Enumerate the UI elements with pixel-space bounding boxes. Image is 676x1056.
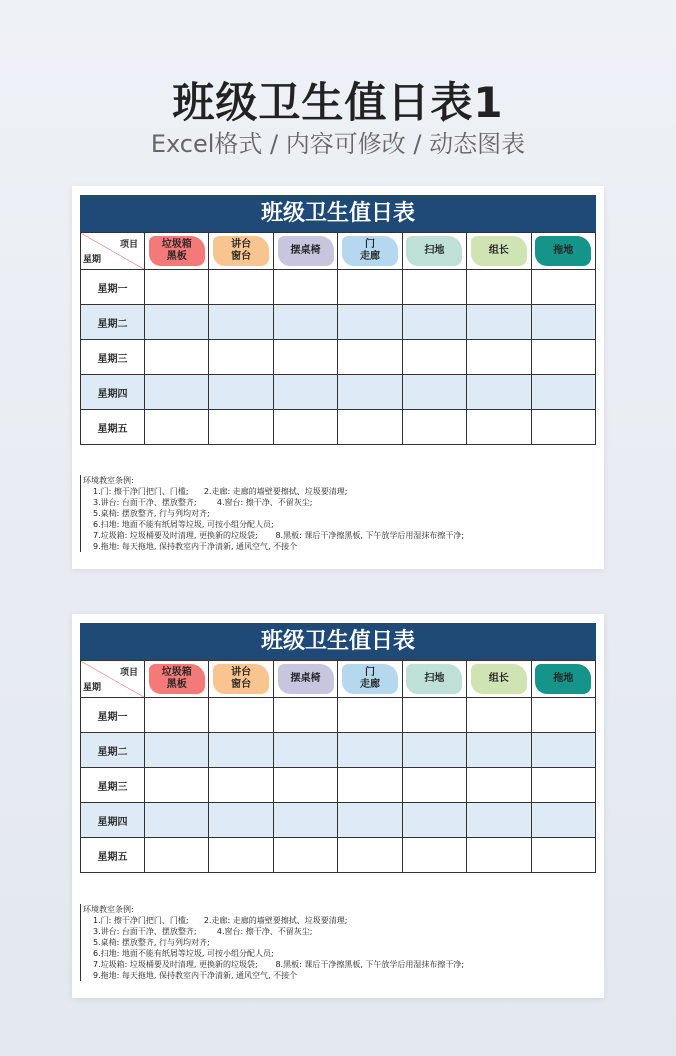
duty-cell[interactable] [273, 410, 337, 445]
duty-cell[interactable] [145, 305, 209, 340]
duty-cell[interactable] [209, 305, 273, 340]
duty-cell[interactable] [273, 733, 337, 768]
duty-cell[interactable] [531, 270, 595, 305]
corner-item-label: 项目 [119, 668, 138, 678]
duty-cell[interactable] [338, 733, 402, 768]
column-header [273, 661, 337, 698]
duty-cell[interactable] [273, 698, 337, 733]
column-header-label: 摆桌椅 [278, 236, 334, 266]
duty-cell[interactable] [402, 375, 466, 410]
column-header [402, 233, 466, 270]
duty-table [80, 660, 596, 873]
duty-cell[interactable] [273, 340, 337, 375]
column-header [402, 661, 466, 698]
column-header [145, 661, 209, 698]
table-row [81, 375, 596, 410]
column-header-label: 门 走廊 [342, 664, 398, 694]
duty-cell[interactable] [338, 270, 402, 305]
duty-cell[interactable] [145, 838, 209, 873]
column-header [145, 233, 209, 270]
duty-cell[interactable] [145, 768, 209, 803]
day-label: 星期一 [81, 270, 145, 305]
column-header [209, 661, 273, 698]
duty-cell[interactable] [273, 270, 337, 305]
table-row [81, 803, 596, 838]
column-header [467, 661, 531, 698]
duty-cell[interactable] [273, 768, 337, 803]
duty-cell[interactable] [467, 838, 531, 873]
column-header-label: 垃圾箱 黑板 [149, 236, 205, 266]
duty-cell[interactable] [145, 270, 209, 305]
duty-cell[interactable] [145, 698, 209, 733]
duty-cell[interactable] [338, 698, 402, 733]
day-label: 星期五 [81, 838, 145, 873]
column-header-label: 组长 [471, 236, 527, 266]
duty-cell[interactable] [273, 803, 337, 838]
notes-line: 5.桌椅: 摆放整齐, 行与列均对齐; [93, 938, 210, 947]
corner-cell [81, 661, 145, 698]
duty-cell[interactable] [531, 803, 595, 838]
notes-line: 3.讲台: 台面干净、摆放整齐; 4.窗台: 擦干净、不留灰尘; [93, 498, 313, 507]
duty-cell[interactable] [467, 733, 531, 768]
duty-cell[interactable] [209, 838, 273, 873]
duty-cell[interactable] [531, 698, 595, 733]
duty-cell[interactable] [338, 803, 402, 838]
table-row [81, 340, 596, 375]
duty-cell[interactable] [531, 733, 595, 768]
day-label: 星期二 [81, 733, 145, 768]
notes-line: 9.拖地: 每天拖地, 保持教室内干净清新, 通风空气, 不接个 [93, 542, 298, 551]
duty-cell[interactable] [531, 410, 595, 445]
table-row [81, 838, 596, 873]
duty-cell[interactable] [467, 803, 531, 838]
duty-cell[interactable] [467, 375, 531, 410]
column-header-label: 讲台 窗台 [213, 236, 269, 266]
notes-title: 环境教室条例: [83, 905, 134, 914]
column-header [531, 233, 595, 270]
notes-line: 1.门: 擦干净门把门、门槛; 2.走廊: 走廊的墙壁要擦拭、垃圾要清理; [93, 487, 348, 496]
duty-cell[interactable] [402, 803, 466, 838]
duty-cell[interactable] [338, 768, 402, 803]
corner-cell [81, 233, 145, 270]
notes-line: 9.拖地: 每天拖地, 保持教室内干净清新, 通风空气, 不接个 [93, 971, 298, 980]
duty-cell[interactable] [467, 410, 531, 445]
notes-line: 6.扫地: 地面不能有纸屑等垃圾, 可按小组分配人员; [93, 949, 274, 958]
notes-block [80, 475, 596, 552]
duty-cell[interactable] [145, 340, 209, 375]
notes-line: 1.门: 擦干净门把门、门槛; 2.走廊: 走廊的墙壁要擦拭、垃圾要清理; [93, 916, 348, 925]
column-header-label: 拖地 [535, 664, 591, 694]
column-header-label: 摆桌椅 [278, 664, 334, 694]
duty-cell[interactable] [273, 838, 337, 873]
page-title: 班级卫生值日表1 [172, 78, 504, 127]
corner-week-label: 星期 [83, 683, 102, 693]
duty-cell[interactable] [145, 410, 209, 445]
notes-line: 7.垃圾箱: 垃圾桶要及时清理, 更换新的垃圾袋; 8.黑板: 课后干净擦黑板, 下午放学后用湿抹布擦干净; [93, 531, 465, 540]
day-label: 星期五 [81, 410, 145, 445]
sheet-title: 班级卫生值日表 [80, 623, 596, 660]
column-header-label: 门 走廊 [342, 236, 398, 266]
sheet-preview-2 [72, 614, 604, 998]
duty-cell[interactable] [402, 768, 466, 803]
duty-cell[interactable] [531, 375, 595, 410]
notes-block [80, 904, 596, 981]
column-header-label: 拖地 [535, 236, 591, 266]
corner-item-label: 项目 [119, 240, 138, 250]
duty-cell[interactable] [402, 838, 466, 873]
column-header-label: 扫地 [406, 664, 462, 694]
column-header [209, 233, 273, 270]
duty-cell[interactable] [402, 733, 466, 768]
duty-cell[interactable] [209, 270, 273, 305]
table-row [81, 410, 596, 445]
duty-cell[interactable] [145, 375, 209, 410]
column-header-label: 讲台 窗台 [213, 664, 269, 694]
duty-cell[interactable] [209, 375, 273, 410]
duty-cell[interactable] [467, 305, 531, 340]
notes-line: 5.桌椅: 摆放整齐, 行与列均对齐; [93, 509, 210, 518]
table-row [81, 270, 596, 305]
duty-table [80, 232, 596, 445]
header-row [81, 661, 596, 698]
day-label: 星期四 [81, 803, 145, 838]
duty-cell[interactable] [338, 340, 402, 375]
column-header [338, 233, 402, 270]
duty-cell[interactable] [273, 305, 337, 340]
duty-cell[interactable] [467, 340, 531, 375]
duty-cell[interactable] [402, 305, 466, 340]
duty-cell[interactable] [531, 768, 595, 803]
notes-title: 环境教室条例: [83, 476, 134, 485]
notes-line: 3.讲台: 台面干净、摆放整齐; 4.窗台: 擦干净、不留灰尘; [93, 927, 313, 936]
day-label: 星期一 [81, 698, 145, 733]
notes-line: 6.扫地: 地面不能有纸屑等垃圾, 可按小组分配人员; [93, 520, 274, 529]
duty-cell[interactable] [209, 698, 273, 733]
duty-cell[interactable] [338, 838, 402, 873]
column-header-label: 扫地 [406, 236, 462, 266]
duty-cell[interactable] [209, 340, 273, 375]
day-label: 星期三 [81, 768, 145, 803]
duty-cell[interactable] [402, 698, 466, 733]
duty-cell[interactable] [402, 410, 466, 445]
duty-cell[interactable] [209, 803, 273, 838]
day-label: 星期二 [81, 305, 145, 340]
duty-cell[interactable] [209, 733, 273, 768]
sheet-preview-1 [72, 186, 604, 569]
duty-cell[interactable] [531, 838, 595, 873]
column-header [338, 661, 402, 698]
duty-cell[interactable] [338, 305, 402, 340]
duty-cell[interactable] [209, 768, 273, 803]
column-header-label: 组长 [471, 664, 527, 694]
duty-cell[interactable] [467, 698, 531, 733]
table-row [81, 698, 596, 733]
header-row [81, 233, 596, 270]
corner-week-label: 星期 [83, 255, 102, 265]
column-header-label: 垃圾箱 黑板 [149, 664, 205, 694]
column-header [531, 661, 595, 698]
duty-cell[interactable] [467, 270, 531, 305]
sheet-title: 班级卫生值日表 [80, 195, 596, 232]
duty-cell[interactable] [531, 340, 595, 375]
duty-cell[interactable] [338, 410, 402, 445]
day-label: 星期三 [81, 340, 145, 375]
column-header [467, 233, 531, 270]
duty-cell[interactable] [402, 270, 466, 305]
duty-cell[interactable] [467, 768, 531, 803]
duty-cell[interactable] [273, 375, 337, 410]
duty-cell[interactable] [145, 733, 209, 768]
duty-cell[interactable] [531, 305, 595, 340]
duty-cell[interactable] [145, 803, 209, 838]
page-subtitle: Excel格式 / 内容可修改 / 动态图表 [150, 130, 526, 158]
duty-cell[interactable] [209, 410, 273, 445]
day-label: 星期四 [81, 375, 145, 410]
duty-cell[interactable] [338, 375, 402, 410]
duty-cell[interactable] [402, 340, 466, 375]
table-row [81, 305, 596, 340]
table-row [81, 733, 596, 768]
table-row [81, 768, 596, 803]
notes-line: 7.垃圾箱: 垃圾桶要及时清理, 更换新的垃圾袋; 8.黑板: 课后干净擦黑板, 下午放学后用湿抹布擦干净; [93, 960, 465, 969]
column-header [273, 233, 337, 270]
